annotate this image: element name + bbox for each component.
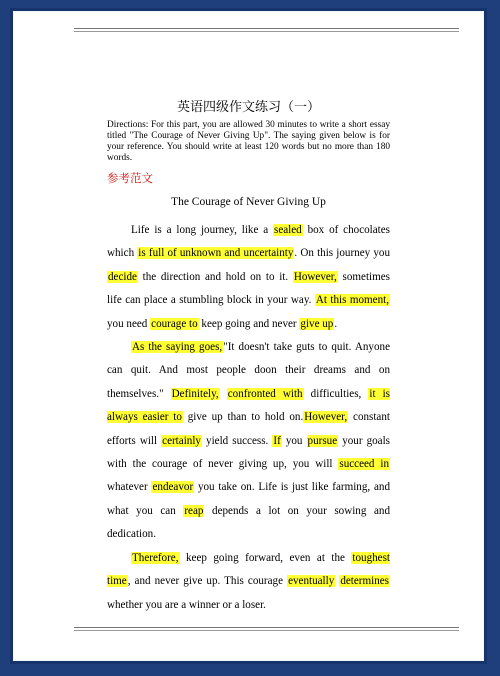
highlighted-phrase: is full of unknown and uncertainty [138,247,294,260]
highlighted-phrase: If [273,434,281,447]
essay-paragraph-3: Therefore, keep going forward, even at the toughest time, and never give up. This courage eventually determines whether you are a winner or a loser. [107,551,390,611]
highlighted-phrase: endeavor [152,481,194,494]
essay-paragraph-2: As the saying goes,"It doesn't take guts to quit. Anyone can quit. And most people doon their dreams and on themselves." Definitely, confronted with difficulties, it is always easier to give up than to hold on.However, constant efforts will certainly yield success. If you pursue your goals with the courage of never giving up, you will succeed in whatever endeavor you take on. Life is just like farming, and what you can reap depends a lot on your sowing and dedication. [107,341,391,541]
highlighted-phrase: certainly [162,434,201,447]
page-frame [10,8,487,664]
highlighted-phrase: pursue [307,434,338,447]
highlighted-phrase: determines [340,575,389,588]
essay-paragraph-1: Life is a long journey, like a sealed box of chocolates which is full of unknown and uncertainty. On this journey you decide the direction and hold on to it. However, sometimes life can place a stumbling block in your way. At this moment, you need courage to keep going and never give up. [107,224,391,330]
essay-title: The Courage of Never Giving Up [171,196,326,208]
document-body [107,96,390,617]
highlighted-phrase: eventually [288,575,335,588]
highlighted-phrase: Therefore, [132,551,179,564]
highlighted-phrase: toughest time [107,551,390,588]
highlighted-phrase: Definitely, [171,387,219,400]
highlighted-phrase: succeed in [339,458,389,471]
sample-essay-label: 参考范文 [107,171,153,185]
header-rule [74,28,459,29]
highlighted-phrase: courage to [151,317,198,330]
essay-text [107,219,390,617]
highlighted-phrase: decide [108,270,137,283]
highlighted-phrase: As the saying goes, [132,341,223,354]
highlighted-phrase: confronted with [227,387,303,400]
highlighted-phrase: sealed [274,224,302,236]
highlighted-phrase: it is always easier to [107,387,390,424]
footer-rule [74,627,459,628]
highlighted-phrase: At this moment, [315,294,389,307]
highlighted-phrase: reap [184,504,204,517]
highlighted-phrase: give up [300,317,334,330]
directions-text: Directions: For this part, you are allowed 30 minutes to write a short essay titled "The Courage of Never Giving Up". The saying given below is for your reference. You should write at least 120 words but no more than 180 words. [107,120,390,163]
highlighted-phrase: However, [304,411,348,424]
highlighted-phrase: However, [293,270,337,283]
page-title: 英语四级作文练习（一） [176,100,320,115]
